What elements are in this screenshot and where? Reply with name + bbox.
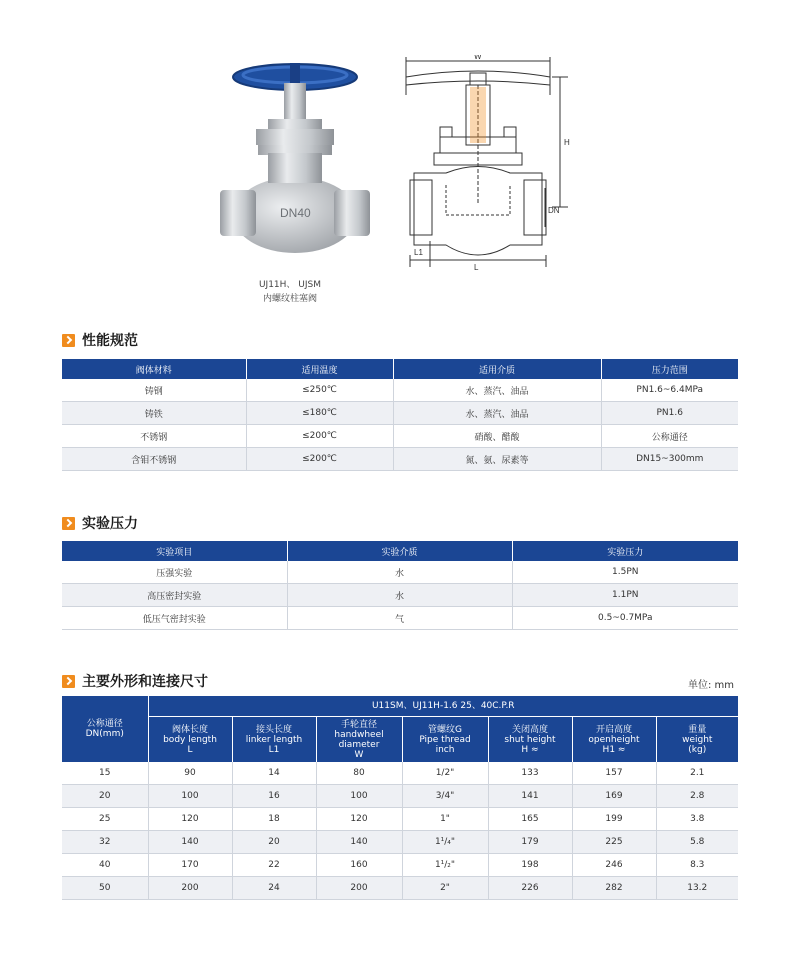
table-cell: 25 xyxy=(62,808,148,831)
table-cell: 水 xyxy=(287,561,512,584)
table-cell: 1/2" xyxy=(402,762,488,785)
group-header: U11SM、UJ11H-1.6 25、40C.P.R xyxy=(148,696,738,717)
table-cell: 141 xyxy=(488,785,572,808)
header-line: (kg) xyxy=(688,744,707,755)
table-cell: 40 xyxy=(62,854,148,877)
table-row xyxy=(62,831,738,854)
table-cell: 气 xyxy=(287,607,512,630)
table-cell: 1¹/₂" xyxy=(402,854,488,877)
header-line: 接头长度 xyxy=(255,724,292,735)
table-cell: 1" xyxy=(402,808,488,831)
table-cell: 226 xyxy=(488,877,572,900)
table-row xyxy=(62,425,738,448)
table-cell: 含钼不锈钢 xyxy=(62,448,246,471)
col-header xyxy=(316,717,402,763)
table-cell: 246 xyxy=(572,854,656,877)
dimension-table xyxy=(62,696,738,900)
header-line: 管螺纹G xyxy=(428,724,462,735)
col-header: 实验项目 xyxy=(62,541,287,561)
header-line: L xyxy=(187,744,193,755)
table-cell: 100 xyxy=(316,785,402,808)
header-line: openheight xyxy=(588,734,640,745)
table-cell: 水、蒸汽、油品 xyxy=(393,379,601,402)
table-cell: 5.8 xyxy=(656,831,738,854)
section-title-dimensions: 主要外形和连接尺寸 xyxy=(62,671,208,691)
valve-photo xyxy=(210,55,370,270)
col-header xyxy=(656,717,738,763)
table-cell: 20 xyxy=(62,785,148,808)
table-cell: 90 xyxy=(148,762,232,785)
table-row xyxy=(62,561,738,584)
col-header-dn xyxy=(62,696,148,762)
table-cell: 157 xyxy=(572,762,656,785)
table-cell: 2.1 xyxy=(656,762,738,785)
table-row xyxy=(62,785,738,808)
table-cell: 169 xyxy=(572,785,656,808)
table-cell: 3/4" xyxy=(402,785,488,808)
table-cell: 18 xyxy=(232,808,316,831)
table-cell: 16 xyxy=(232,785,316,808)
header-line: weight xyxy=(682,734,713,745)
table-cell: 3.8 xyxy=(656,808,738,831)
unit-label: 单位: mm xyxy=(687,680,734,691)
col-header: 适用温度 xyxy=(246,359,393,379)
table-cell: 2.8 xyxy=(656,785,738,808)
table-cell: ≤180℃ xyxy=(246,402,393,425)
section-drawing xyxy=(400,55,585,275)
table-cell: 100 xyxy=(148,785,232,808)
table-cell: 80 xyxy=(316,762,402,785)
header-line: 阀体长度 xyxy=(171,724,208,735)
product-name: 内螺纹柱塞阀 xyxy=(262,294,317,304)
table-cell: 硝酸、醋酸 xyxy=(393,425,601,448)
table-cell: 160 xyxy=(316,854,402,877)
table-cell: 20 xyxy=(232,831,316,854)
table-cell: 公称通径 xyxy=(601,425,738,448)
table-row xyxy=(62,762,738,785)
table-row xyxy=(62,877,738,900)
table-cell: 8.3 xyxy=(656,854,738,877)
chevron-right-icon xyxy=(62,675,75,688)
table-cell: 120 xyxy=(316,808,402,831)
col-header: 实验压力 xyxy=(512,541,738,561)
table-cell: 179 xyxy=(488,831,572,854)
col-header: 压力范围 xyxy=(601,359,738,379)
header-line: handwheel diameter xyxy=(334,729,384,750)
header-line: W xyxy=(354,749,364,760)
table-row xyxy=(62,584,738,607)
table-cell: PN1.6~6.4MPa xyxy=(601,379,738,402)
col-header: 实验介质 xyxy=(287,541,512,561)
table-cell: 120 xyxy=(148,808,232,831)
table-cell: 225 xyxy=(572,831,656,854)
table-cell: 不锈钢 xyxy=(62,425,246,448)
header-line: inch xyxy=(435,744,455,755)
header-line: Pipe thread xyxy=(419,734,471,745)
table-row xyxy=(62,448,738,471)
table-cell: 压强实验 xyxy=(62,561,287,584)
dim-l: L xyxy=(474,263,479,272)
header-line: L1 xyxy=(268,744,280,755)
table-cell: 0.5~0.7MPa xyxy=(512,607,738,630)
header-line: body length xyxy=(163,734,217,745)
table-cell: ≤250℃ xyxy=(246,379,393,402)
dim-dn: DN xyxy=(548,206,560,215)
table-cell: 1.1PN xyxy=(512,584,738,607)
table-cell: 170 xyxy=(148,854,232,877)
table-header-row xyxy=(62,359,738,379)
col-header xyxy=(488,717,572,763)
table-cell: 22 xyxy=(232,854,316,877)
body-marking: DN40 xyxy=(280,206,311,220)
col-header: 阀体材料 xyxy=(62,359,246,379)
table-cell: 24 xyxy=(232,877,316,900)
table-header-row xyxy=(62,541,738,561)
table-cell: 1¹/₄" xyxy=(402,831,488,854)
col-header xyxy=(148,717,232,763)
chevron-right-icon xyxy=(62,334,75,347)
table-cell: PN1.6 xyxy=(601,402,738,425)
header-line: 手轮直径 xyxy=(340,719,377,730)
table-cell: 低压气密封实验 xyxy=(62,607,287,630)
section-title-test-pressure: 实验压力 xyxy=(62,513,138,533)
chevron-right-icon xyxy=(62,517,75,530)
header-line: 公称通径 xyxy=(86,719,123,729)
table-cell: 14 xyxy=(232,762,316,785)
section-title-performance: 性能规范 xyxy=(62,330,138,350)
table-cell: 282 xyxy=(572,877,656,900)
header-line: H1 ≈ xyxy=(602,744,626,755)
table-cell: 140 xyxy=(148,831,232,854)
table-cell: 1.5PN xyxy=(512,561,738,584)
table-cell: ≤200℃ xyxy=(246,448,393,471)
test-pressure-table xyxy=(62,541,738,630)
col-header: 适用介质 xyxy=(393,359,601,379)
table-cell: 铸铁 xyxy=(62,402,246,425)
table-cell: 50 xyxy=(62,877,148,900)
dim-h: H xyxy=(564,138,570,147)
model-codes: UJ11H、 UJSM xyxy=(258,280,322,290)
table-row xyxy=(62,808,738,831)
table-subheader-row xyxy=(62,717,738,763)
table-cell: 200 xyxy=(148,877,232,900)
table-row xyxy=(62,854,738,877)
table-cell: 140 xyxy=(316,831,402,854)
table-cell: 水 xyxy=(287,584,512,607)
header-line: 重量 xyxy=(688,724,707,735)
table-cell: ≤200℃ xyxy=(246,425,393,448)
table-cell: 32 xyxy=(62,831,148,854)
product-caption xyxy=(210,278,370,306)
table-cell: 199 xyxy=(572,808,656,831)
table-cell: 高压密封实验 xyxy=(62,584,287,607)
table-cell: DN15~300mm xyxy=(601,448,738,471)
table-cell: 铸钢 xyxy=(62,379,246,402)
table-row xyxy=(62,379,738,402)
header-line: shut height xyxy=(504,734,556,745)
table-row xyxy=(62,607,738,630)
header-line: DN(mm) xyxy=(85,729,124,739)
table-cell: 13.2 xyxy=(656,877,738,900)
header-line: 关闭高度 xyxy=(511,724,548,735)
col-header xyxy=(572,717,656,763)
col-header xyxy=(232,717,316,763)
header-line: linker length xyxy=(245,734,303,745)
table-cell: 水、蒸汽、油品 xyxy=(393,402,601,425)
table-cell: 133 xyxy=(488,762,572,785)
table-cell: 氮、氨、尿素等 xyxy=(393,448,601,471)
performance-table xyxy=(62,359,738,471)
table-header-row xyxy=(62,696,738,717)
header-line: 开启高度 xyxy=(595,724,632,735)
table-cell: 200 xyxy=(316,877,402,900)
header-line: H ≈ xyxy=(521,744,539,755)
table-cell: 198 xyxy=(488,854,572,877)
col-header xyxy=(402,717,488,763)
dim-l1: L1 xyxy=(414,248,423,257)
table-cell: 15 xyxy=(62,762,148,785)
dim-w: W xyxy=(474,55,482,61)
table-row xyxy=(62,402,738,425)
table-cell: 2" xyxy=(402,877,488,900)
table-cell: 165 xyxy=(488,808,572,831)
